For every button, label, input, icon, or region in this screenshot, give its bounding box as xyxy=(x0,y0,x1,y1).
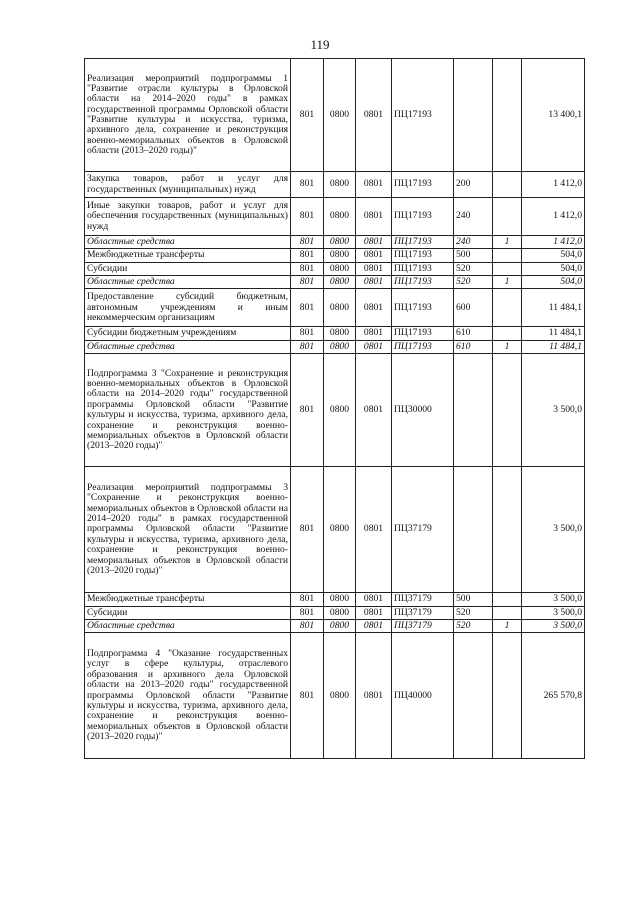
cell-fund-source: 1 xyxy=(493,276,522,289)
row-description: Закупка товаров, работ и услуг для государственных (муниципальных) нужд xyxy=(85,172,291,198)
cell-admin-code: 801 xyxy=(291,593,324,606)
cell-subsection: 0801 xyxy=(356,276,392,289)
cell-section: 0800 xyxy=(324,619,356,632)
row-description: Субсидии xyxy=(85,606,291,619)
row-description: Реализация мероприятий подпрограммы 3 "Сохранение и реконструкция военно-мемориальных объектов в Орловской области на 2014–2020 годы" в рамках государственной программы Орловской области "Развитие культуры и искусства, туризма, архивного дела, сохранение и реконструкция военно-мемориальных объектов в Орловской области (2013–2020 годы)" xyxy=(85,467,291,593)
cell-section: 0800 xyxy=(324,467,356,593)
table-row xyxy=(85,276,585,289)
cell-fund-source xyxy=(493,327,522,340)
table-row xyxy=(85,289,585,327)
cell-target-article: ПЦ17193 xyxy=(392,249,454,262)
cell-target-article: ПЦ17193 xyxy=(392,289,454,327)
cell-target-article: ПЦ17193 xyxy=(392,198,454,236)
cell-section: 0800 xyxy=(324,593,356,606)
cell-admin-code: 801 xyxy=(291,59,324,172)
cell-admin-code: 801 xyxy=(291,249,324,262)
cell-section: 0800 xyxy=(324,59,356,172)
cell-admin-code: 801 xyxy=(291,606,324,619)
cell-target-article: ПЦ37179 xyxy=(392,467,454,593)
cell-sum: 265 570,8 xyxy=(522,633,585,759)
cell-target-article: ПЦ17193 xyxy=(392,59,454,172)
cell-fund-source xyxy=(493,172,522,198)
cell-sum: 3 500,0 xyxy=(522,593,585,606)
row-description: Реализация мероприятий подпрограммы 1 "Развитие отрасли культуры в Орловской области на 2014–2020 годы" в рамках государственной программы Орловской области "Развитие культуры и искусства, туризма, архивного дела, сохранение и реконструкция военно-мемориальных объектов в Орловской области (2013–2020 годы)" xyxy=(85,59,291,172)
cell-subsection: 0801 xyxy=(356,354,392,467)
cell-fund-source: 1 xyxy=(493,340,522,353)
row-description: Субсидии бюджетным учреждениям xyxy=(85,327,291,340)
cell-subsection: 0801 xyxy=(356,236,392,249)
cell-expense-type xyxy=(454,354,493,467)
cell-target-article: ПЦ40000 xyxy=(392,633,454,759)
cell-expense-type: 610 xyxy=(454,327,493,340)
cell-sum: 3 500,0 xyxy=(522,619,585,632)
cell-subsection: 0801 xyxy=(356,327,392,340)
cell-admin-code: 801 xyxy=(291,198,324,236)
cell-sum: 1 412,0 xyxy=(522,236,585,249)
cell-sum: 1 412,0 xyxy=(522,198,585,236)
cell-fund-source xyxy=(493,633,522,759)
cell-subsection: 0801 xyxy=(356,198,392,236)
cell-admin-code: 801 xyxy=(291,340,324,353)
cell-subsection: 0801 xyxy=(356,467,392,593)
row-description: Областные средства xyxy=(85,340,291,353)
table-row xyxy=(85,619,585,632)
row-description: Областные средства xyxy=(85,619,291,632)
cell-fund-source xyxy=(493,289,522,327)
cell-section: 0800 xyxy=(324,633,356,759)
cell-fund-source xyxy=(493,262,522,275)
cell-section: 0800 xyxy=(324,172,356,198)
cell-expense-type: 520 xyxy=(454,262,493,275)
table-row xyxy=(85,198,585,236)
cell-expense-type: 520 xyxy=(454,606,493,619)
budget-table xyxy=(84,58,585,759)
cell-expense-type xyxy=(454,59,493,172)
row-description: Субсидии xyxy=(85,262,291,275)
row-description: Межбюджетные трансферты xyxy=(85,249,291,262)
table-row xyxy=(85,340,585,353)
cell-fund-source xyxy=(493,606,522,619)
cell-subsection: 0801 xyxy=(356,262,392,275)
cell-fund-source xyxy=(493,249,522,262)
cell-subsection: 0801 xyxy=(356,340,392,353)
cell-sum: 504,0 xyxy=(522,262,585,275)
row-description: Подпрограмма 4 "Оказание государственных услуг в сфере культуры, отраслевого образования и архивного дела Орловской области на 2013–2020 годы" государственной программы Орловской области "Развитие культуры и искусства, туризма, архивного дела, сохранение и реконструкция военно-мемориальных объектов в Орловской области (2013–2020 годы)" xyxy=(85,633,291,759)
cell-sum: 3 500,0 xyxy=(522,467,585,593)
row-description: Предоставление субсидий бюджетным, автономным учреждениям и иным некоммерческим организациям xyxy=(85,289,291,327)
cell-section: 0800 xyxy=(324,198,356,236)
table-row xyxy=(85,606,585,619)
cell-admin-code: 801 xyxy=(291,172,324,198)
cell-sum: 13 400,1 xyxy=(522,59,585,172)
cell-subsection: 0801 xyxy=(356,633,392,759)
cell-expense-type: 520 xyxy=(454,619,493,632)
cell-section: 0800 xyxy=(324,606,356,619)
cell-expense-type: 500 xyxy=(454,593,493,606)
cell-subsection: 0801 xyxy=(356,606,392,619)
cell-fund-source: 1 xyxy=(493,619,522,632)
cell-admin-code: 801 xyxy=(291,354,324,467)
cell-section: 0800 xyxy=(324,340,356,353)
table-row xyxy=(85,633,585,759)
cell-section: 0800 xyxy=(324,236,356,249)
cell-admin-code: 801 xyxy=(291,262,324,275)
cell-subsection: 0801 xyxy=(356,172,392,198)
row-description: Иные закупки товаров, работ и услуг для обеспечения государственных (муниципальных) нужд xyxy=(85,198,291,236)
cell-admin-code: 801 xyxy=(291,327,324,340)
table-row xyxy=(85,354,585,467)
cell-target-article: ПЦ17193 xyxy=(392,262,454,275)
cell-section: 0800 xyxy=(324,354,356,467)
table-row xyxy=(85,262,585,275)
cell-admin-code: 801 xyxy=(291,289,324,327)
row-description: Областные средства xyxy=(85,276,291,289)
cell-expense-type: 240 xyxy=(454,198,493,236)
cell-section: 0800 xyxy=(324,327,356,340)
cell-admin-code: 801 xyxy=(291,236,324,249)
row-description: Подпрограмма 3 "Сохранение и реконструкция военно-мемориальных объектов в Орловской области на 2014–2020 годы" государственной программы Орловской области "Развитие культуры и искусства, туризма, архивного дела, сохранение и реконструкция военно-мемориальных объектов в Орловской области (2013–2020 годы)" xyxy=(85,354,291,467)
cell-subsection: 0801 xyxy=(356,289,392,327)
cell-target-article: ПЦ17193 xyxy=(392,236,454,249)
cell-admin-code: 801 xyxy=(291,633,324,759)
cell-expense-type xyxy=(454,467,493,593)
cell-fund-source xyxy=(493,593,522,606)
cell-admin-code: 801 xyxy=(291,619,324,632)
cell-sum: 3 500,0 xyxy=(522,606,585,619)
table-row xyxy=(85,593,585,606)
cell-fund-source: 1 xyxy=(493,236,522,249)
cell-subsection: 0801 xyxy=(356,593,392,606)
table-row xyxy=(85,249,585,262)
table-row xyxy=(85,236,585,249)
cell-fund-source xyxy=(493,59,522,172)
cell-expense-type: 240 xyxy=(454,236,493,249)
cell-expense-type xyxy=(454,633,493,759)
cell-target-article: ПЦ17193 xyxy=(392,327,454,340)
cell-admin-code: 801 xyxy=(291,276,324,289)
row-description: Областные средства xyxy=(85,236,291,249)
cell-sum: 504,0 xyxy=(522,276,585,289)
cell-target-article: ПЦ37179 xyxy=(392,619,454,632)
cell-expense-type: 500 xyxy=(454,249,493,262)
cell-subsection: 0801 xyxy=(356,59,392,172)
cell-expense-type: 610 xyxy=(454,340,493,353)
cell-sum: 1 412,0 xyxy=(522,172,585,198)
cell-target-article: ПЦ17193 xyxy=(392,172,454,198)
table-row xyxy=(85,467,585,593)
table-row xyxy=(85,59,585,172)
cell-sum: 11 484,1 xyxy=(522,340,585,353)
cell-target-article: ПЦ37179 xyxy=(392,606,454,619)
cell-fund-source xyxy=(493,354,522,467)
cell-fund-source xyxy=(493,198,522,236)
cell-target-article: ПЦ17193 xyxy=(392,276,454,289)
page-number: 119 xyxy=(310,37,330,52)
cell-expense-type: 200 xyxy=(454,172,493,198)
cell-sum: 504,0 xyxy=(522,249,585,262)
cell-subsection: 0801 xyxy=(356,249,392,262)
cell-sum: 11 484,1 xyxy=(522,327,585,340)
cell-section: 0800 xyxy=(324,249,356,262)
table-row xyxy=(85,327,585,340)
cell-expense-type: 600 xyxy=(454,289,493,327)
cell-section: 0800 xyxy=(324,289,356,327)
cell-target-article: ПЦ30000 xyxy=(392,354,454,467)
row-description: Межбюджетные трансферты xyxy=(85,593,291,606)
cell-section: 0800 xyxy=(324,262,356,275)
cell-expense-type: 520 xyxy=(454,276,493,289)
cell-sum: 3 500,0 xyxy=(522,354,585,467)
cell-sum: 11 484,1 xyxy=(522,289,585,327)
cell-target-article: ПЦ17193 xyxy=(392,340,454,353)
cell-admin-code: 801 xyxy=(291,467,324,593)
cell-target-article: ПЦ37179 xyxy=(392,593,454,606)
table-row xyxy=(85,172,585,198)
cell-subsection: 0801 xyxy=(356,619,392,632)
cell-fund-source xyxy=(493,467,522,593)
cell-section: 0800 xyxy=(324,276,356,289)
